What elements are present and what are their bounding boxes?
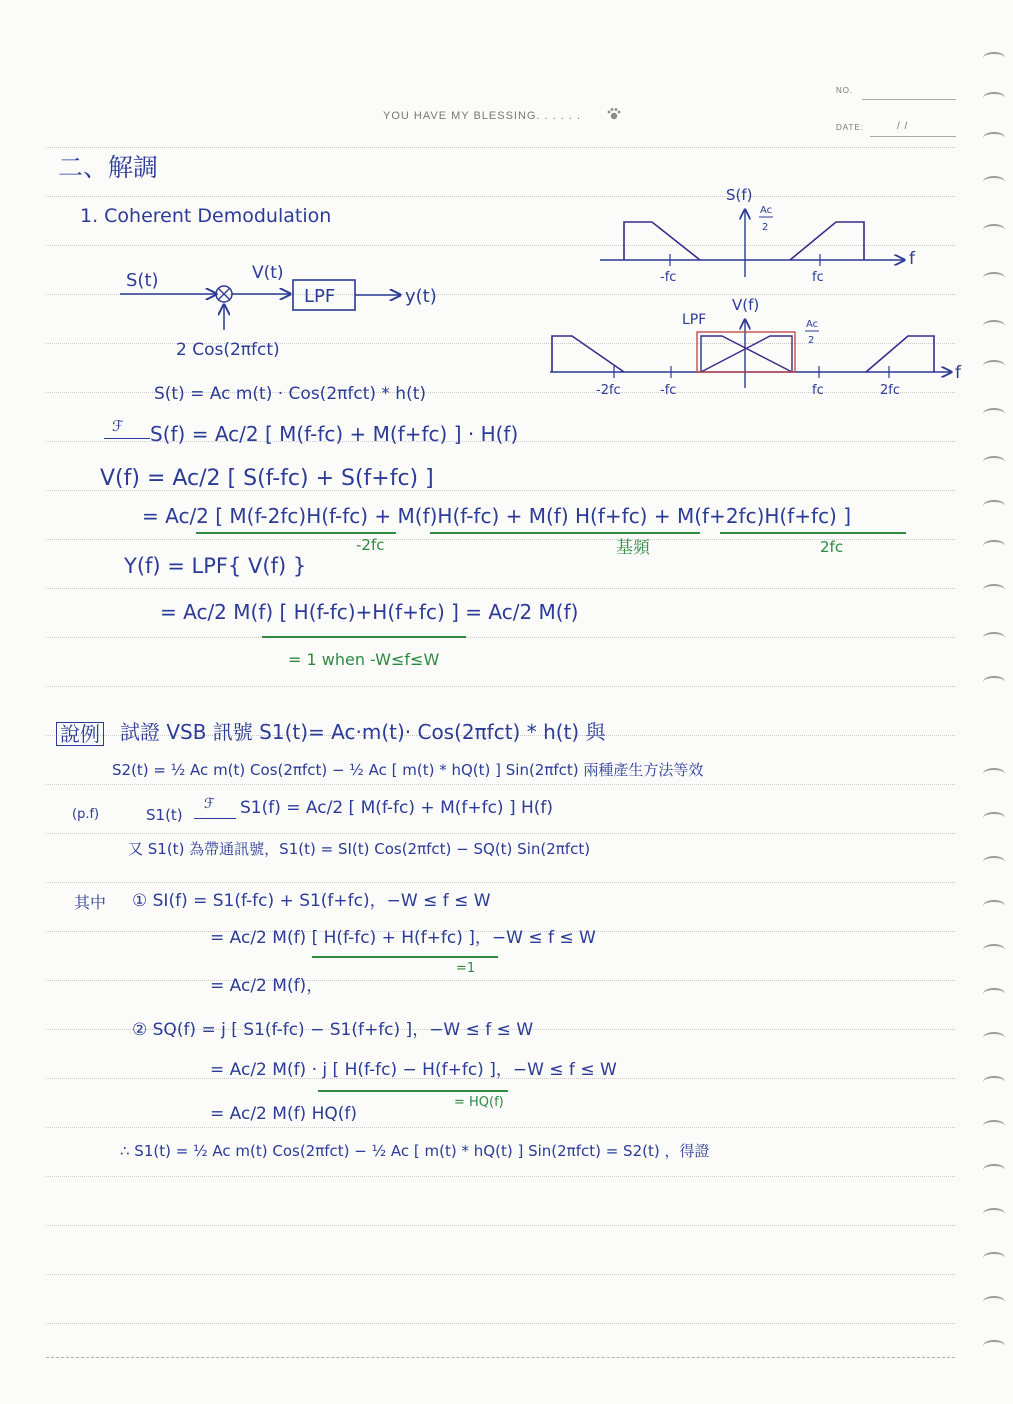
proof-label: (p.f) xyxy=(72,807,100,822)
binder-ring xyxy=(983,456,1005,468)
binder-ring xyxy=(983,176,1005,188)
s-f-amp-den: 2 xyxy=(762,222,769,233)
bd-carrier-label: 2 Cos(2πfct) xyxy=(176,340,280,360)
bd-filter-label: LPF xyxy=(304,286,336,307)
proof-fourier-label: ℱ xyxy=(204,796,216,812)
number-label: NO. xyxy=(836,86,854,95)
note-plus-2fc: 2fc xyxy=(820,538,844,556)
binder-ring xyxy=(983,900,1005,912)
eq-v-expanded: = Ac/2 [ M(f-2fc)H(f-fc) + M(f)H(f-fc) + M(f) H(f+fc) + M(f+2fc)H(f+fc) ] xyxy=(142,504,852,528)
binder-ring xyxy=(983,1032,1005,1044)
binder-ring xyxy=(983,584,1005,596)
ruled-line xyxy=(46,1127,955,1128)
ruled-line xyxy=(46,539,955,540)
baseband-right xyxy=(701,336,792,372)
v-f-tick-fc: fc xyxy=(812,383,824,398)
ruled-line xyxy=(46,1274,955,1275)
ruled-line xyxy=(46,980,955,981)
note-hq: = HQ(f) xyxy=(454,1095,504,1110)
ruled-line xyxy=(46,1357,955,1358)
proof-conclusion: ∴ S1(t) = ½ Ac m(t) Cos(2πfct) − ½ Ac [ m(t) * hQ(t) ] Sin(2πfct) = S2(t) ，得證 xyxy=(120,1142,710,1160)
s-f-xlabel: f xyxy=(909,249,915,269)
date-slashes: / / xyxy=(897,121,909,132)
binder-ring xyxy=(983,52,1005,64)
example-tag: 說例 xyxy=(56,722,104,746)
binder-ring xyxy=(983,676,1005,688)
binder-ring xyxy=(983,92,1005,104)
binder-ring xyxy=(983,768,1005,780)
v-f-xlabel: f xyxy=(955,363,961,383)
v-f-tick-neg-2fc: -2fc xyxy=(596,383,621,398)
ruled-line xyxy=(46,637,955,638)
block-diagram xyxy=(118,258,458,366)
ruled-line xyxy=(46,686,955,687)
underline-baseband xyxy=(430,532,700,534)
eq-v-of-f: V(f) = Ac/2 [ S(f-fc) + S(f+fc) ] xyxy=(100,466,434,491)
s-f-tick-fc: fc xyxy=(812,270,824,285)
binder-ring xyxy=(983,540,1005,552)
ruled-line xyxy=(46,147,955,148)
underline-plus-2fc xyxy=(720,532,906,534)
fourier-arrow-icon xyxy=(104,438,150,439)
note-baseband: 基頻 xyxy=(616,538,650,558)
negative-band xyxy=(624,222,700,260)
s-f-tick-neg-fc: -fc xyxy=(660,270,677,285)
binder-ring xyxy=(983,1340,1005,1352)
where-label: 其中 xyxy=(74,893,107,912)
eq-y-result: = Ac/2 M(f) [ H(f-fc)+H(f+fc) ] = Ac/2 M(f) xyxy=(160,600,579,624)
binder-ring xyxy=(983,1120,1005,1132)
binder-ring xyxy=(983,272,1005,284)
bd-input-label: S(t) xyxy=(126,270,159,291)
proof-fourier-arrow-icon xyxy=(194,818,236,819)
v-f-lpf-label: LPF xyxy=(682,312,707,328)
note-h-sum-one: = 1 when -W≤f≤W xyxy=(288,650,440,669)
bd-mixed-label: V(t) xyxy=(252,263,284,283)
s-f-amp: Ac xyxy=(760,205,773,216)
proof-sq-f-step2: = Ac/2 M(f) · j [ H(f-fc) − H(f+fc) ]，−W ≤ f ≤ W xyxy=(210,1060,617,1080)
spectrum-v-of-f xyxy=(546,290,976,402)
proof-si-f-step2: = Ac/2 M(f) [ H(f-fc) + H(f+fc) ]，−W ≤ f ≤ W xyxy=(210,928,596,948)
binder-ring xyxy=(983,360,1005,372)
binder-ring xyxy=(983,812,1005,824)
band-plus-2fc xyxy=(866,336,934,372)
underline-sq xyxy=(318,1090,508,1092)
v-f-amp-den: 2 xyxy=(808,335,815,346)
note-si-one: =1 xyxy=(456,961,476,976)
v-f-tick-2fc: 2fc xyxy=(880,383,900,398)
proof-sq-f-result: = Ac/2 M(f) HQ(f) xyxy=(210,1104,358,1124)
ruled-line xyxy=(46,588,955,589)
binder-ring xyxy=(983,1208,1005,1220)
binder-ring xyxy=(983,1076,1005,1088)
section-subtitle: 1. Coherent Demodulation xyxy=(80,205,332,227)
paw-icon xyxy=(606,107,622,121)
binder-ring xyxy=(983,408,1005,420)
band-minus-2fc xyxy=(552,336,624,372)
binder-ring xyxy=(983,632,1005,644)
spectrum-s-of-f xyxy=(596,180,926,290)
example-statement: 試證 VSB 訊號 S1(t)= Ac·m(t)· Cos(2πfct) * h(t) 與 xyxy=(120,720,606,744)
eq-y-of-f: Y(f) = LPF{ V(f) } xyxy=(124,554,307,578)
underline-h-sum xyxy=(262,636,466,638)
bd-output-label: y(t) xyxy=(405,286,437,307)
binder-ring xyxy=(983,856,1005,868)
proof-s1-f: S1(f) = Ac/2 [ M(f-fc) + M(f+fc) ] H(f) xyxy=(240,798,554,818)
fourier-arrow-label: ℱ xyxy=(112,417,124,435)
proof-sq-f: ② SQ(f) = j [ S1(f-fc) − S1(f+fc) ]，−W ≤ f ≤ W xyxy=(132,1020,534,1040)
eq-s-of-t: S(t) = Ac m(t) · Cos(2πfct) * h(t) xyxy=(154,384,427,404)
ruled-line xyxy=(46,1176,955,1177)
ruled-line xyxy=(46,1323,955,1324)
v-f-tick-neg-fc: -fc xyxy=(660,383,677,398)
brand-header: YOU HAVE MY BLESSING. . . . . . xyxy=(383,110,582,122)
binder-ring xyxy=(983,1252,1005,1264)
ruled-line xyxy=(46,784,955,785)
underline-si xyxy=(312,956,498,958)
number-line xyxy=(862,99,956,100)
binder-ring xyxy=(983,320,1005,332)
binder-ring xyxy=(983,988,1005,1000)
proof-bandpass: 又 S1(t) 為帶通訊號，S1(t) = SI(t) Cos(2πfct) − SQ(t) Sin(2πfct) xyxy=(128,840,591,858)
underline-minus-2fc xyxy=(196,532,396,534)
proof-s1-t: S1(t) xyxy=(146,806,183,824)
ruled-line xyxy=(46,1225,955,1226)
binder-ring xyxy=(983,224,1005,236)
ruled-line xyxy=(46,882,955,883)
date-line xyxy=(870,136,956,137)
example-s2: S2(t) = ½ Ac m(t) Cos(2πfct) − ½ Ac [ m(t) * hQ(t) ] Sin(2πfct) 兩種產生方法等效 xyxy=(112,761,704,779)
proof-si-f-result: = Ac/2 M(f)， xyxy=(210,976,324,996)
section-title: 二、解調 xyxy=(58,153,159,182)
binder-ring xyxy=(983,132,1005,144)
v-f-amp: Ac xyxy=(806,319,819,330)
binder-ring xyxy=(983,1296,1005,1308)
ruled-line xyxy=(46,833,955,834)
s-f-ylabel: S(f) xyxy=(726,186,753,204)
eq-s-of-f: S(f) = Ac/2 [ M(f-fc) + M(f+fc) ] · H(f) xyxy=(150,422,519,446)
v-f-ylabel: V(f) xyxy=(732,296,760,314)
positive-band xyxy=(790,222,864,260)
proof-si-f: ① SI(f) = S1(f-fc) + S1(f+fc)，−W ≤ f ≤ W xyxy=(132,891,491,911)
baseband-left xyxy=(701,336,792,372)
note-minus-2fc: -2fc xyxy=(356,536,385,554)
binder-ring xyxy=(983,1164,1005,1176)
binder-ring xyxy=(983,944,1005,956)
date-label: DATE: xyxy=(836,123,864,132)
binder-ring xyxy=(983,500,1005,512)
